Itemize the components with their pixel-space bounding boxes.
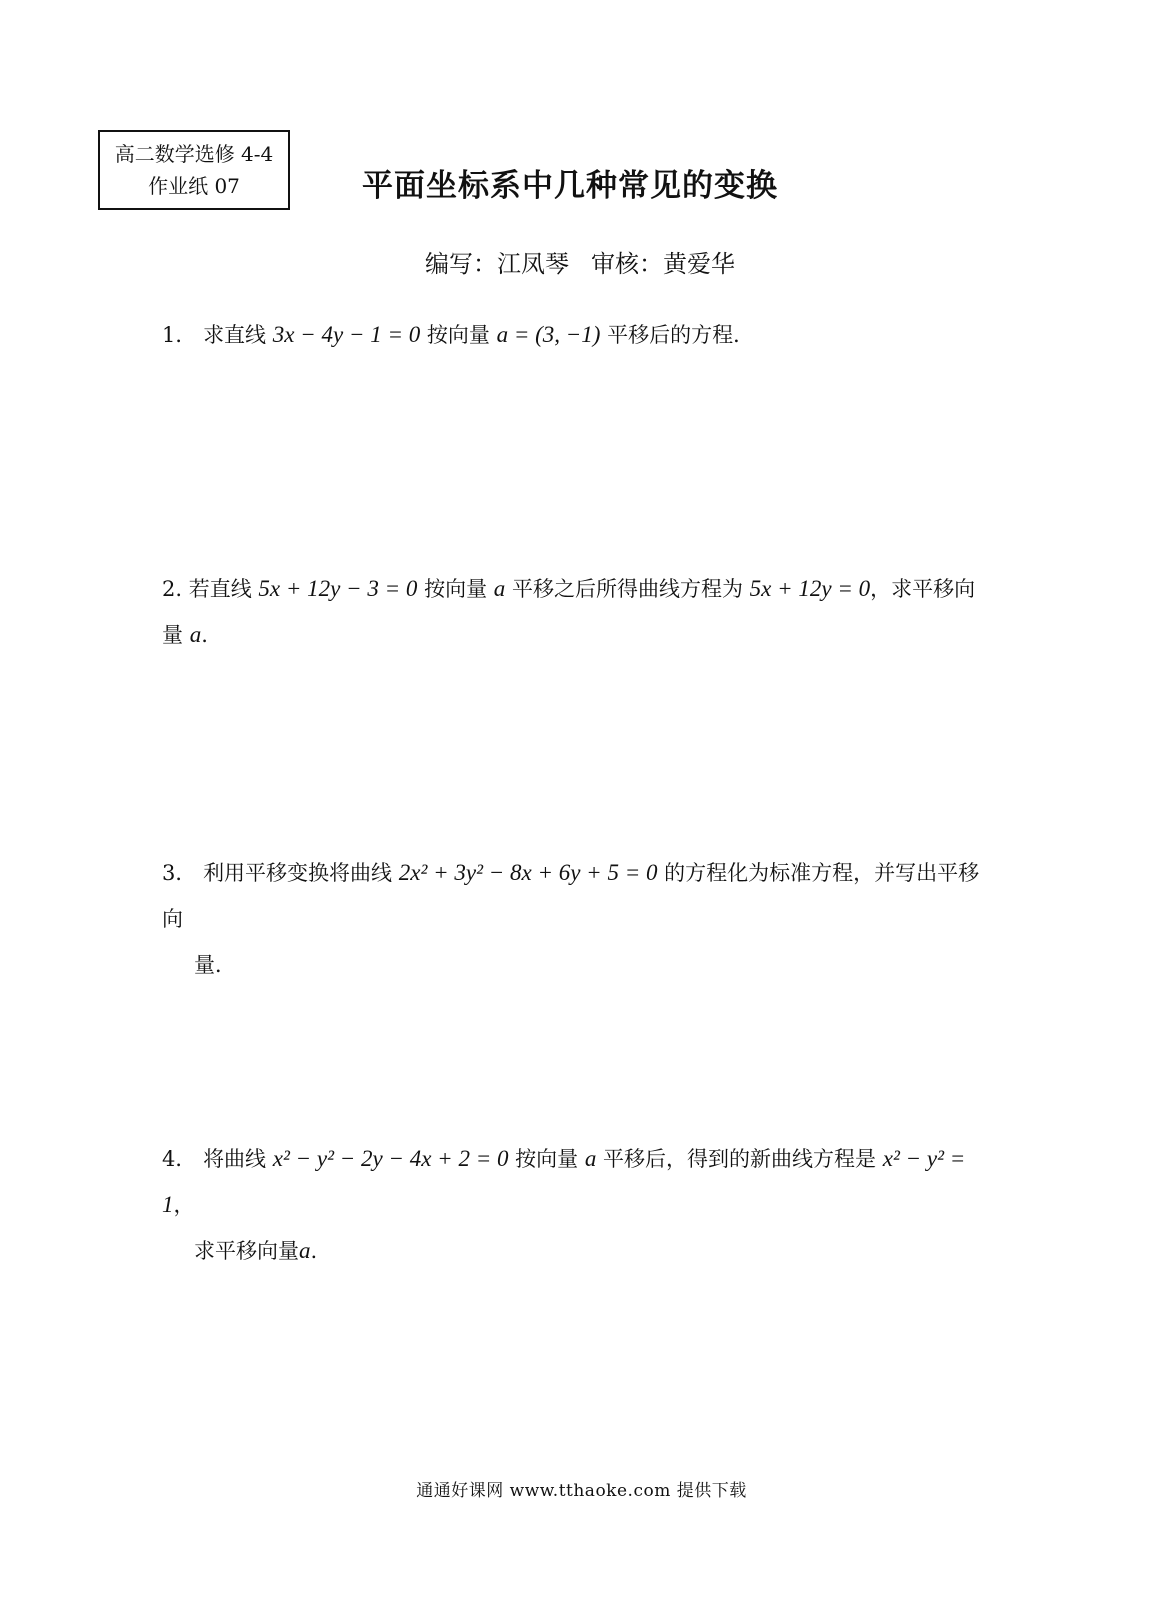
question-text: 将曲线: [203, 1147, 267, 1171]
authors-line: [360, 244, 800, 279]
question-4: [162, 1136, 992, 1274]
math-expression: 5x + 12y = 0: [749, 576, 871, 601]
header-worksheet: 作业纸 07: [148, 174, 240, 198]
question-text: 按向量: [515, 1147, 579, 1171]
question-text: 按向量: [426, 323, 490, 347]
math-expression: a: [493, 576, 506, 601]
question-continuation: [162, 1228, 992, 1274]
question-text: 平移之后所得曲线方程为: [511, 577, 743, 601]
math-expression: 5x + 12y − 3 = 0: [258, 576, 418, 601]
question-text: 求直线: [203, 323, 267, 347]
question-number: 2.: [162, 577, 183, 601]
question-text: 平移后，得到的新曲线方程是: [603, 1147, 877, 1171]
math-expression: a: [189, 622, 202, 647]
math-expression: x² − y² − 2y − 4x + 2 = 0: [272, 1146, 509, 1171]
question-text: 求平移向量: [194, 1239, 299, 1263]
question-text: .: [201, 623, 208, 647]
question-text: 的方程化为标准方程，并写出平移向: [162, 861, 980, 931]
math-expression: x² − y² = 1: [162, 1146, 966, 1217]
question-number: 3．: [162, 861, 197, 885]
question-continuation: 量．: [194, 953, 236, 977]
math-expression: a: [299, 1238, 311, 1263]
math-expression: a: [584, 1146, 597, 1171]
page-title: 平面坐标系中几种常见的变换: [362, 168, 778, 204]
question-number: 1．: [162, 323, 197, 347]
footer-source: 通通好课网 www.tthaoke.com 提供下载: [416, 1481, 747, 1501]
question-3: [162, 850, 992, 988]
reviewer: 审核：黄爱华: [591, 250, 735, 278]
question-text: 若直线: [188, 577, 252, 601]
question-text: ，: [173, 1193, 195, 1217]
header-label-box: [98, 130, 290, 210]
question-text: 按向量: [424, 577, 488, 601]
question-2: [162, 566, 992, 658]
question-text: .: [310, 1239, 318, 1263]
question-text: 利用平移变换将曲线: [203, 861, 393, 885]
math-expression: 3x − 4y − 1 = 0: [272, 322, 421, 347]
writer: 编写：江凤琴: [425, 250, 569, 278]
question-text: 平移后的方程．: [607, 323, 755, 347]
math-expression: 2x² + 3y² − 8x + 6y + 5 = 0: [398, 860, 658, 885]
math-expression: a = (3, −1): [496, 322, 601, 347]
header-course: 高二数学选修 4-4: [114, 142, 274, 166]
question-1: [162, 312, 992, 358]
question-text: ，求平移向量: [162, 577, 976, 647]
question-number: 4．: [162, 1147, 197, 1171]
